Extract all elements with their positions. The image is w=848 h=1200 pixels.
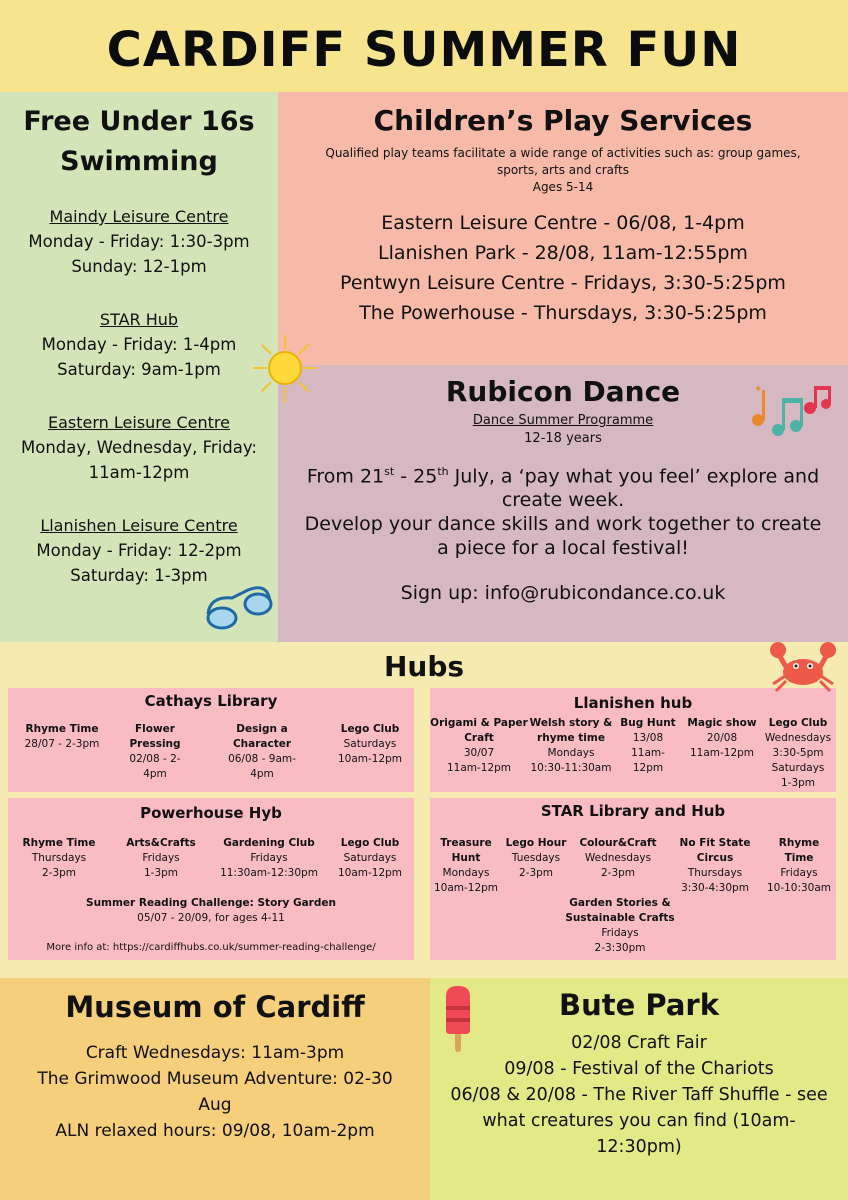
play-session: Pentwyn Leisure Centre - Fridays, 3:30-5:25pm (340, 272, 786, 294)
rubicon-title: Rubicon Dance (445, 375, 681, 408)
bute-lines (430, 1030, 848, 1160)
hub-activity: Bug Hunt 13/08 11am-12pm (620, 717, 676, 774)
hub-activity: Rhyme Time Fridays 10-10:30am (766, 837, 832, 894)
hub-activity: Origami & Paper Craft 30/07 11am-12pm (430, 717, 528, 774)
swim-venue-hours: Saturday: 1-3pm (70, 566, 208, 585)
museum-lines (0, 1040, 430, 1144)
play-session: Llanishen Park - 28/08, 11am-12:55pm (378, 242, 748, 264)
play-session: The Powerhouse - Thursdays, 3:30-5:25pm (359, 302, 767, 324)
hub-activity: Lego Hour Tuesdays 2-3pm (505, 837, 567, 879)
swim-venue-hours: Saturday: 9am-1pm (57, 360, 221, 379)
swimming-title-line1: Free Under 16s (23, 106, 255, 137)
hub-activity: Lego Club Saturdays 10am-12pm (337, 723, 403, 765)
sun-icon (250, 330, 320, 410)
hub-star-library (430, 798, 836, 960)
ice-lolly-icon (440, 984, 476, 1054)
hub-activity: Garden Stories & Sustainable Crafts Fridays 2-3:30pm (565, 897, 675, 954)
hub-activity: Welsh story & rhyme time Mondays 10:30-11:30am (529, 717, 613, 774)
play-services-description (278, 145, 848, 196)
swim-venue-name: STAR Hub (99, 310, 179, 329)
hub-powerhouse (8, 798, 414, 960)
swimming-title-line2: Swimming (60, 146, 218, 177)
music-notes-icon (748, 378, 834, 442)
swim-venue-name: Eastern Leisure Centre (48, 413, 230, 432)
hub-llanishen (430, 688, 836, 792)
hub-activity: No Fit State Circus Thursdays 3:30-4:30pm (679, 837, 751, 894)
rubicon-body-text: Develop your dance skills and work together to create a piece for a local festival! (304, 513, 822, 560)
hub-activity: Flower Pressing 02/08 - 2- 4pm (129, 723, 181, 780)
rubicon-dates-text: From 21st - 25th July, a ‘pay what you feel’ explore and create week. (306, 465, 820, 512)
museum-line: ALN relaxed hours: 09/08, 10am-2pm (55, 1121, 375, 1141)
swim-venue-name: Maindy Leisure Centre (49, 207, 229, 226)
hubs-section (0, 642, 848, 978)
svg-text:✦: ✦ (754, 384, 763, 395)
bute-park-section (430, 978, 848, 1200)
header (0, 0, 848, 92)
play-desc-line: sports, arts and crafts (496, 163, 630, 177)
swim-venue-hours: Monday - Friday: 12-2pm (36, 541, 242, 560)
hub-activity: Lego Club Wednesdays 3:30-5pm Saturdays 1-3pm (764, 717, 832, 789)
reading-challenge: Summer Reading Challenge: Story Garden 05/07 - 20/09, for ages 4-11 (86, 897, 336, 924)
museum-section (0, 978, 430, 1200)
swim-venue (0, 307, 278, 382)
crab-icon (768, 636, 838, 694)
swimming-section (0, 92, 278, 642)
hub-activity: Gardening Club Fridays 11:30am-12:30pm (220, 837, 318, 879)
museum-line: The Grimwood Museum Adventure: 02-30 Aug (37, 1069, 393, 1115)
swim-venue-hours: 11am-12pm (88, 463, 190, 482)
play-ages: Ages 5-14 (532, 180, 594, 194)
swimming-title (0, 102, 278, 182)
bute-line: 02/08 Craft Fair (571, 1033, 707, 1053)
hub-name: Powerhouse Hyb (140, 804, 282, 822)
hub-name: Llanishen hub (573, 694, 693, 712)
bute-title: Bute Park (558, 988, 719, 1022)
hub-activity: Magic show 20/08 11am-12pm (687, 717, 757, 759)
hub-cathays-library (8, 688, 414, 792)
swim-venue-name: Llanishen Leisure Centre (40, 516, 238, 535)
swim-venue (0, 204, 278, 279)
swim-venue-hours: Monday, Wednesday, Friday: (20, 438, 257, 457)
hub-activity: Rhyme Time Thursdays 2-3pm (22, 837, 96, 879)
swim-venue-hours: Sunday: 12-1pm (71, 257, 207, 276)
rubicon-signup: Sign up: info@rubicondance.co.uk (400, 582, 726, 605)
museum-title: Museum of Cardiff (65, 990, 365, 1024)
hub-activity: Design a Character 06/08 - 9am- 4pm (228, 723, 296, 780)
play-services-section (278, 92, 848, 365)
hub-name: STAR Library and Hub (540, 802, 726, 820)
hub-activity: Rhyme Time 28/07 - 2-3pm (24, 723, 100, 750)
page-title: CARDIFF SUMMER FUN (106, 22, 742, 78)
goggles-icon (202, 580, 276, 632)
rubicon-body (278, 460, 848, 560)
swim-venue (0, 410, 278, 485)
bute-line: 09/08 - Festival of the Chariots (504, 1059, 774, 1079)
hubs-title: Hubs (383, 650, 465, 683)
hub-activity: Colour&Craft Wednesdays 2-3pm (579, 837, 657, 879)
bute-line: 06/08 & 20/08 - The River Taff Shuffle - see what creatures you can find (10am-12:30pm) (450, 1085, 828, 1157)
play-session: Eastern Leisure Centre - 06/08, 1-4pm (381, 212, 745, 234)
play-desc-line: Qualified play teams facilitate a wide range of activities such as: group games, (325, 146, 801, 160)
hub-activity: Arts&Crafts Fridays 1-3pm (126, 837, 196, 879)
hub-activity: Treasure Hunt Mondays 10am-12pm (433, 837, 499, 894)
more-info-text: More info at: https://cardiffhubs.co.uk/summer-reading-challenge/ (46, 942, 376, 953)
play-services-title: Children’s Play Services (373, 104, 753, 137)
play-sessions (278, 208, 848, 328)
museum-line: Craft Wednesdays: 11am-3pm (85, 1043, 345, 1063)
swim-venue (0, 513, 278, 588)
swim-venue-hours: Monday - Friday: 1:30-3pm (28, 232, 250, 251)
rubicon-ages: 12-18 years (524, 431, 602, 446)
rubicon-programme: Dance Summer Programme (472, 413, 654, 428)
hub-name: Cathays Library (144, 692, 278, 710)
swim-venue-hours: Monday - Friday: 1-4pm (41, 335, 237, 354)
hub-activity: Lego Club Saturdays 10am-12pm (337, 837, 403, 879)
